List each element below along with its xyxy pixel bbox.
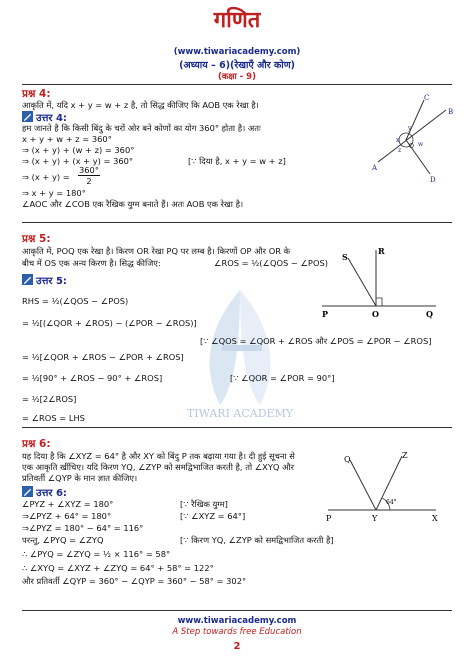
watermark-logo xyxy=(180,285,300,425)
question-6-text: यह दिया है कि ∠XYZ = 64° है और XY को बिंदु P तक बढ़ाया गया है। दी हुई सूचना से xyxy=(22,451,295,461)
answer-5-step: = ½[2∠ROS] xyxy=(22,394,77,404)
watermark-text: TIWARI ACADEMY xyxy=(186,407,294,420)
answer-5-step: = ½[90° + ∠ROS − 90° + ∠ROS] xyxy=(22,373,163,383)
answer-5-step: = ½[(∠QOR + ∠ROS) − (∠POR − ∠ROS)] xyxy=(22,318,197,328)
question-5-text: आकृति में, POQ एक रेखा है। किरण OR रेखा PQ पर लम्ब है। किरणों OP और OR के xyxy=(22,246,290,256)
footer-site-link[interactable]: www.tiwariacademy.com xyxy=(177,616,297,626)
svg-text:y: y xyxy=(408,125,412,132)
answer-4-step: ∠AOC और ∠COB एक रैखिक युग्म बनाते हैं। अतः AOB एक रेखा है। xyxy=(22,199,244,209)
site-url[interactable]: (www.tiwariacademy.com) xyxy=(173,47,301,57)
answer-4-step: ⇒ (x + y) = xyxy=(22,172,70,182)
svg-text:x: x xyxy=(396,137,400,144)
answer-6-step: परन्तु, ∠PYQ = ∠ZYQ xyxy=(22,535,104,545)
question-4-text: आकृति में, यदि x + y = w + z है, तो सिद्ध कीजिए कि AOB एक रेखा है। xyxy=(22,100,259,110)
answer-6-step: और प्रतिवर्ती ∠QYP = 360° − ∠QYP = 360° − 58° = 302° xyxy=(22,576,247,586)
answer-5-reason: [∵ ∠QOS = ∠QOR + ∠ROS और ∠POS = ∠POR − ∠ROS] xyxy=(200,336,432,346)
svg-text:Q: Q xyxy=(426,309,433,319)
pencil-icon xyxy=(22,274,33,285)
answer-6-step: ∴ ∠PYQ = ∠ZYQ = ½ × 116° = 58° xyxy=(22,549,171,559)
answer-6-step: ⇒∠PYZ = 180° − 64° = 116° xyxy=(22,523,144,533)
page-title: गणित xyxy=(213,8,261,33)
answer-4-reason: [∵ दिया है, x + y = w + z] xyxy=(188,156,286,166)
answer-5-label: उत्तर 5: xyxy=(36,276,67,287)
question-6-label: प्रश्न 6: xyxy=(22,438,51,450)
question-5-prove: ∠ROS = ½(∠QOS − ∠POS) xyxy=(214,258,328,268)
answer-5-step: RHS = ½(∠QOS − ∠POS) xyxy=(22,296,129,306)
pencil-icon xyxy=(22,486,33,497)
svg-text:A: A xyxy=(372,164,378,172)
fraction-numerator: 360° xyxy=(79,165,99,175)
svg-text:P: P xyxy=(326,514,332,523)
svg-text:R: R xyxy=(378,246,385,256)
pencil-icon xyxy=(22,111,33,122)
answer-4-label: उत्तर 4: xyxy=(36,113,67,124)
footer-divider xyxy=(22,610,452,611)
question-4-label: प्रश्न 4: xyxy=(22,88,51,100)
header-divider xyxy=(22,84,452,85)
question-5-text: बीच में OS एक अन्य किरण है। सिद्ध कीजिए: xyxy=(22,258,161,268)
answer-6-reason: [∵ किरण YQ, ∠ZYP को समद्विभाजित करती है] xyxy=(180,535,334,545)
question-5-label: प्रश्न 5: xyxy=(22,233,51,245)
answer-6-step: ∴ ∠XYQ = ∠XYZ + ∠ZYQ = 64° + 58° = 122° xyxy=(22,563,214,573)
section-divider xyxy=(22,222,452,223)
class-heading: (कक्षा - 9) xyxy=(218,72,256,82)
answer-6-reason: [∵ ∠XYZ = 64°] xyxy=(180,511,246,521)
answer-4-step: x + y + w + z = 360° xyxy=(22,134,112,144)
svg-text:B: B xyxy=(448,108,454,116)
answer-4-step: ⇒ (x + y) + (x + y) = 360° xyxy=(22,156,134,166)
answer-5-step: = ½[∠QOR + ∠ROS − ∠POR + ∠ROS] xyxy=(22,352,184,362)
figure-q6 xyxy=(322,448,442,524)
svg-text:O: O xyxy=(409,143,414,150)
figure-q4 xyxy=(368,92,464,184)
answer-6-label: उत्तर 6: xyxy=(36,488,67,499)
svg-text:64°: 64° xyxy=(386,499,397,506)
answer-5-step: = ∠ROS = LHS xyxy=(22,413,85,423)
svg-text:Q: Q xyxy=(344,455,351,464)
chapter-heading: (अध्याय – 6)(रेखाएँ और कोण) xyxy=(179,60,295,71)
svg-text:X: X xyxy=(432,514,438,523)
svg-text:D: D xyxy=(430,176,436,184)
answer-4-step: हम जानते है कि किसी बिंदु के चरों ओर बने कोणों का योग 360° होता है। अतः xyxy=(22,123,261,133)
svg-text:Y: Y xyxy=(372,514,378,523)
section-divider xyxy=(22,427,452,428)
svg-text:O: O xyxy=(372,309,379,319)
page-number: 2 xyxy=(233,641,241,652)
answer-6-step: ∠PYZ + ∠XYZ = 180° xyxy=(22,499,114,509)
answer-4-step: ⇒ x + y = 180° xyxy=(22,188,86,198)
answer-4-step: ⇒ (x + y) + (w + z) = 360° xyxy=(22,145,135,155)
question-6-text: एक आकृति खींचिए। यदि किरण YQ, ∠ZYP को समद्विभाजित करती है, तो ∠XYQ और xyxy=(22,462,294,472)
footer-tagline: A Step towards free Education xyxy=(172,627,302,637)
answer-6-reason: [∵ रैखिक युग्म] xyxy=(180,499,228,509)
svg-text:z: z xyxy=(398,147,402,154)
svg-text:w: w xyxy=(418,141,424,148)
svg-text:Z: Z xyxy=(402,451,408,460)
answer-5-reason: [∵ ∠QOR = ∠POR = 90°] xyxy=(230,373,335,383)
svg-text:S: S xyxy=(342,252,348,262)
svg-text:C: C xyxy=(424,94,430,102)
answer-6-step: ⇒∠PYZ + 64° = 180° xyxy=(22,511,112,521)
svg-text:P: P xyxy=(322,309,329,319)
fraction-denominator: 2 xyxy=(86,176,92,186)
figure-q5 xyxy=(316,240,442,320)
question-6-text: प्रतिवर्ती ∠QYP के मान ज्ञात कीजिए। xyxy=(22,473,138,483)
